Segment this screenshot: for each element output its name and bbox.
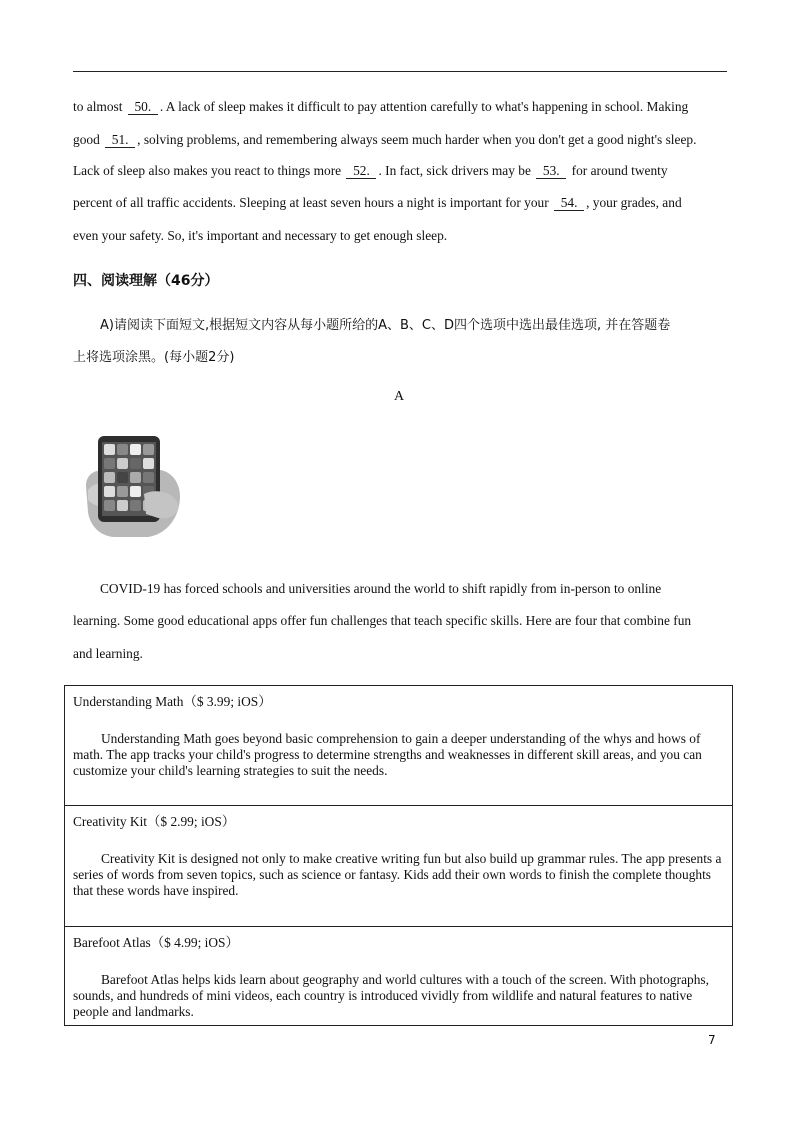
blank-51: 51. <box>105 133 135 148</box>
intro-line-2: learning. Some good educational apps offer fun challenges that teach specific skills. Here are four that combine fun <box>73 613 692 628</box>
app-description: Creativity Kit is designed not only to make creative writing fun but also build up grammar rules. The app presents a series of words from seven topics, such as science or fantasy. Kids add their own words to finish the complete thoughts that these words have inspired. <box>73 851 722 899</box>
passage-line-1 <box>73 100 688 115</box>
text: . A lack of sleep makes it difficult to pay attention carefully to what's happening in school. Making <box>159 99 689 114</box>
text: Lack of sleep also makes you react to things more <box>73 163 342 178</box>
app-title: Understanding Math（$ 3.99; iOS） <box>73 694 272 709</box>
app-cell-understanding-math <box>65 686 732 806</box>
blank-54: 54. <box>554 196 584 211</box>
text: percent of all traffic accidents. Sleeping at least seven hours a night is important for your <box>73 195 549 210</box>
text: , your grades, and <box>586 195 682 210</box>
header-rule <box>73 71 727 72</box>
text: good <box>73 132 100 147</box>
blank-52: 52. <box>346 164 376 179</box>
app-description: Barefoot Atlas helps kids learn about geography and world cultures with a touch of the screen. With photographs, sounds, and hundreds of mini videos, each country is introduced vividly from wildlife and natural features to native people and landmarks. <box>73 972 709 1020</box>
app-title: Creativity Kit（$ 2.99; iOS） <box>73 814 236 829</box>
phone-apps-photo <box>84 434 184 538</box>
text: . In fact, sick drivers may be <box>378 163 531 178</box>
passage-line-5: even your safety. So, it's important and necessary to get enough sleep. <box>73 228 448 243</box>
text: for around twenty <box>571 163 668 178</box>
passage-line-2 <box>73 133 696 148</box>
blank-50: 50. <box>128 100 158 115</box>
blank-53: 53. <box>536 164 566 179</box>
passage-line-3 <box>73 164 668 179</box>
app-title: Barefoot Atlas（$ 4.99; iOS） <box>73 935 239 950</box>
passage-letter: A <box>394 389 405 404</box>
app-cell-barefoot-atlas <box>65 927 732 1025</box>
text: to almost <box>73 99 123 114</box>
instructions-line-1: A)请阅读下面短文,根据短文内容从每小题所给的A、B、C、D四个选项中选出最佳选项, 并在答题卷 <box>100 318 671 333</box>
apps-table <box>64 685 733 1026</box>
intro-line-1: COVID-19 has forced schools and universities around the world to shift rapidly from in-person to online <box>100 581 662 596</box>
instructions-line-2: 上将选项涂黑。(每小题2分) <box>73 350 235 365</box>
app-description: Understanding Math goes beyond basic comprehension to gain a deeper understanding of the whys and hows of math. The app tracks your child's progress to determine strengths and weaknesses in different skill areas, and you can customize your child's learning strategies to suit the needs. <box>73 731 702 779</box>
text: , solving problems, and remembering always seem much harder when you don't get a good night's sleep. <box>137 132 697 147</box>
section-heading: 四、阅读理解（46分） <box>73 273 219 289</box>
app-cell-creativity-kit <box>65 806 732 927</box>
passage-line-4 <box>73 196 682 211</box>
intro-line-3: and learning. <box>73 646 143 661</box>
page-number: 7 <box>708 1033 716 1047</box>
